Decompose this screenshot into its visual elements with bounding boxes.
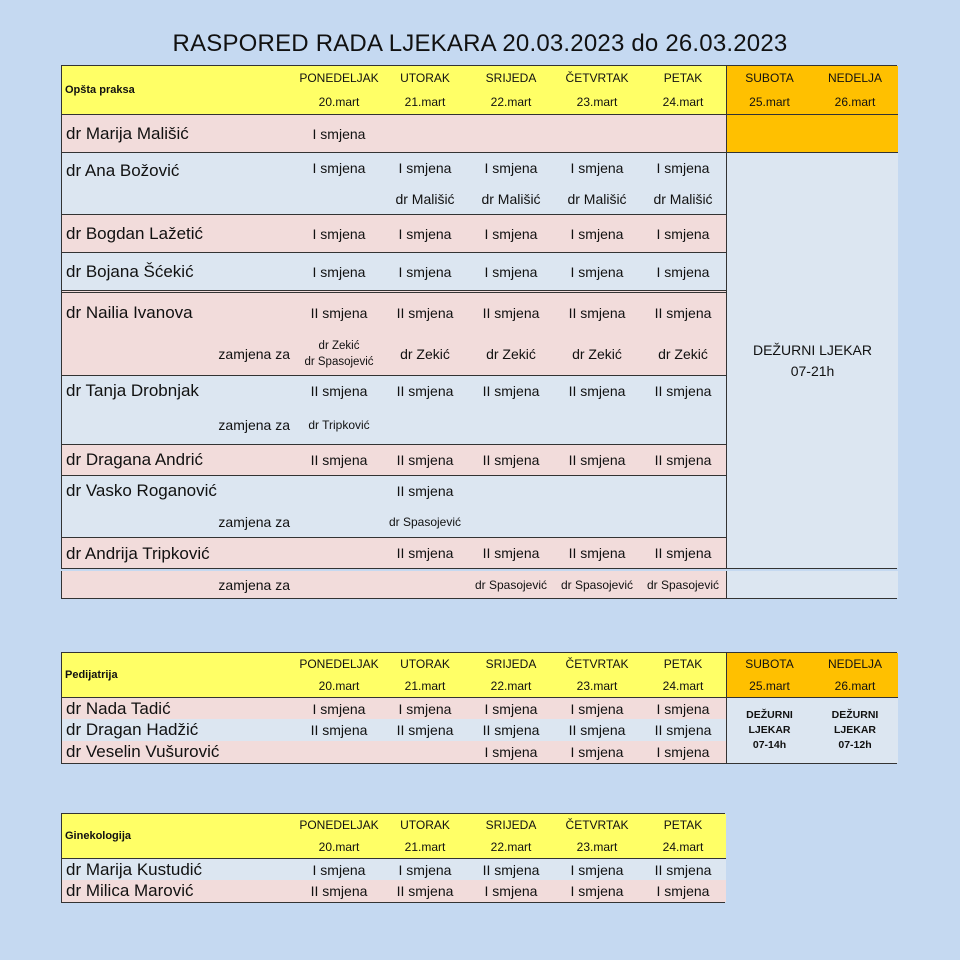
shift-cell: I smjena <box>382 214 468 252</box>
shift-cell: I smjena <box>382 858 468 880</box>
saturday-duty <box>726 697 812 763</box>
day-header-mon: PONEDELJAK <box>296 814 382 836</box>
shift-cell: I smjena <box>296 152 382 183</box>
doctor-name: dr Ana Božović <box>62 152 296 214</box>
shift-cell: II smjena <box>468 375 554 406</box>
opsta-praksa-table-tail <box>61 571 897 599</box>
shift-cell: I smjena <box>640 697 726 719</box>
day-header-mon: PONEDELJAK <box>296 653 382 675</box>
shift-cell: I smjena <box>296 697 382 719</box>
date-wed: 22.mart <box>468 90 554 114</box>
day-header-tue: UTORAK <box>382 814 468 836</box>
date-sun: 26.mart <box>812 90 898 114</box>
doctor-name: dr Marija Kustudić <box>62 858 296 880</box>
duty-hours: 07-21h <box>790 362 835 379</box>
day-header-wed: SRIJEDA <box>468 814 554 836</box>
empty-cell <box>382 741 468 763</box>
date-wed: 22.mart <box>468 836 554 858</box>
day-header-thu: ČETVRTAK <box>554 66 640 90</box>
shift-cell: I smjena <box>296 252 382 290</box>
doctor-name: dr Vasko Roganović <box>62 475 296 506</box>
shift-cell: II smjena <box>296 444 382 475</box>
shift-cell: I smjena <box>468 252 554 290</box>
duty-label: LJEKAR <box>833 724 876 736</box>
day-header-tue: UTORAK <box>382 653 468 675</box>
shift-cell: I smjena <box>382 252 468 290</box>
section-title: Opšta praksa <box>62 66 296 114</box>
sub-cell: dr Spasojević <box>640 571 726 598</box>
shift-cell: I smjena <box>554 252 640 290</box>
shift-cell: I smjena <box>554 880 640 902</box>
date-mon: 20.mart <box>296 90 382 114</box>
shift-cell: II smjena <box>468 719 554 741</box>
sub-cell: dr Zekić <box>382 333 468 375</box>
shift-cell: I smjena <box>554 858 640 880</box>
shift-cell: I smjena <box>296 214 382 252</box>
date-wed: 22.mart <box>468 675 554 697</box>
day-header-mon: PONEDELJAK <box>296 66 382 90</box>
duty-label: LJEKAR <box>748 724 791 736</box>
sub-cell: dr Spasojević <box>468 571 554 598</box>
doctor-name: dr Nada Tadić <box>62 697 296 719</box>
shift-cell: I smjena <box>296 858 382 880</box>
sub-line: dr Spasojević <box>304 356 374 368</box>
day-header-thu: ČETVRTAK <box>554 653 640 675</box>
doctor-name: dr Tanja Drobnjak <box>62 375 296 406</box>
duty-doctor-block-tail <box>726 571 898 598</box>
shift-cell: II smjena <box>640 444 726 475</box>
day-header-tue: UTORAK <box>382 66 468 90</box>
sub-cell <box>296 333 382 375</box>
duty-hours: 07-14h <box>752 739 787 751</box>
day-header-sun: NEDELJA <box>812 66 898 90</box>
date-fri: 24.mart <box>640 90 726 114</box>
shift-cell: II smjena <box>640 719 726 741</box>
shift-cell: II smjena <box>640 858 726 880</box>
shift-cell: I smjena <box>554 152 640 183</box>
shift-cell: I smjena <box>468 152 554 183</box>
empty-cell <box>468 475 726 506</box>
empty-cell <box>382 406 726 444</box>
shift-cell: II smjena <box>382 537 468 568</box>
doctor-name: dr Marija Mališić <box>62 114 296 152</box>
date-sat: 25.mart <box>726 90 812 114</box>
date-tue: 21.mart <box>382 836 468 858</box>
shift-cell: II smjena <box>640 290 726 333</box>
duty-hours: 07-12h <box>838 739 872 751</box>
section-title: Ginekologija <box>62 814 296 858</box>
day-header-fri: PETAK <box>640 66 726 90</box>
shift-cell: II smjena <box>382 444 468 475</box>
shift-cell: I smjena <box>468 214 554 252</box>
empty-cell <box>382 114 726 152</box>
shift-cell: II smjena <box>468 858 554 880</box>
date-thu: 23.mart <box>554 836 640 858</box>
shift-cell: II smjena <box>554 537 640 568</box>
shift-cell: II smjena <box>382 290 468 333</box>
empty-cell <box>296 741 382 763</box>
day-header-sat: SUBOTA <box>726 66 812 90</box>
doctor-name: dr Andrija Tripković <box>62 537 296 568</box>
sub-cell: dr Mališić <box>468 183 554 214</box>
replacement-label: zamjena za <box>62 571 296 598</box>
shift-cell: II smjena <box>468 537 554 568</box>
date-sun: 26.mart <box>812 675 898 697</box>
sub-cell: dr Zekić <box>468 333 554 375</box>
empty-cell <box>382 571 468 598</box>
day-header-sat: SUBOTA <box>726 653 812 675</box>
sub-cell: dr Spasojević <box>554 571 640 598</box>
shift-cell: II smjena <box>554 290 640 333</box>
date-thu: 23.mart <box>554 90 640 114</box>
doctor-name: dr Dragana Andrić <box>62 444 296 475</box>
date-mon: 20.mart <box>296 675 382 697</box>
sunday-duty <box>812 697 898 763</box>
shift-cell: I smjena <box>640 880 726 902</box>
shift-cell: II smjena <box>554 444 640 475</box>
shift-cell: I smjena <box>382 152 468 183</box>
sub-line: dr Zekić <box>318 340 360 352</box>
shift-cell: I smjena <box>554 697 640 719</box>
shift-cell: I smjena <box>468 697 554 719</box>
shift-cell: I smjena <box>640 214 726 252</box>
sub-cell <box>296 183 382 214</box>
day-header-thu: ČETVRTAK <box>554 814 640 836</box>
doctor-name: dr Veselin Vušurović <box>62 741 296 763</box>
shift-cell: I smjena <box>640 252 726 290</box>
date-tue: 21.mart <box>382 90 468 114</box>
pedijatrija-table <box>61 652 897 764</box>
sub-cell: dr Zekić <box>554 333 640 375</box>
day-header-fri: PETAK <box>640 653 726 675</box>
opsta-praksa-table <box>61 65 897 569</box>
day-header-wed: SRIJEDA <box>468 653 554 675</box>
replacement-label: zamjena za <box>62 506 296 537</box>
shift-cell: II smjena <box>382 475 468 506</box>
day-header-sun: NEDELJA <box>812 653 898 675</box>
duty-label: DEŽURNI <box>746 709 793 721</box>
sub-cell: dr Mališić <box>640 183 726 214</box>
date-mon: 20.mart <box>296 836 382 858</box>
replacement-label: zamjena za <box>62 406 296 444</box>
shift-cell: II smjena <box>296 880 382 902</box>
day-header-fri: PETAK <box>640 814 726 836</box>
duty-label: DEŽURNI <box>831 709 879 721</box>
section-title: Pedijatrija <box>62 653 296 697</box>
empty-cell <box>296 537 382 568</box>
shift-cell: I smjena <box>554 214 640 252</box>
doctor-name: dr Bojana Šćekić <box>62 252 296 290</box>
empty-cell <box>296 571 382 598</box>
weekend-block <box>726 114 898 152</box>
shift-cell: I smjena <box>640 152 726 183</box>
shift-cell: II smjena <box>296 719 382 741</box>
shift-cell: I smjena <box>640 741 726 763</box>
shift-cell: II smjena <box>382 880 468 902</box>
shift-cell: II smjena <box>554 719 640 741</box>
sub-cell: dr Mališić <box>554 183 640 214</box>
date-sat: 25.mart <box>726 675 812 697</box>
duty-doctor-block <box>726 152 898 568</box>
empty-cell <box>296 506 382 537</box>
shift-cell: II smjena <box>382 719 468 741</box>
shift-cell: II smjena <box>640 537 726 568</box>
shift-cell: I smjena <box>296 114 382 152</box>
shift-cell: II smjena <box>640 375 726 406</box>
date-tue: 21.mart <box>382 675 468 697</box>
shift-cell: II smjena <box>468 444 554 475</box>
sub-cell: dr Tripković <box>296 406 382 444</box>
ginekologija-table <box>61 813 725 903</box>
shift-cell: I smjena <box>382 697 468 719</box>
date-thu: 23.mart <box>554 675 640 697</box>
page-title: RASPORED RADA LJEKARA 20.03.2023 do 26.03.2023 <box>172 30 788 57</box>
shift-cell: I smjena <box>554 741 640 763</box>
doctor-name: dr Bogdan Lažetić <box>62 214 296 252</box>
shift-cell: II smjena <box>468 290 554 333</box>
sub-cell: dr Zekić <box>640 333 726 375</box>
empty-cell <box>468 506 726 537</box>
shift-cell: I smjena <box>468 741 554 763</box>
duty-label: DEŽURNI LJEKAR <box>752 341 873 358</box>
sub-cell: dr Spasojević <box>382 506 468 537</box>
sub-cell: dr Mališić <box>382 183 468 214</box>
shift-cell: II smjena <box>554 375 640 406</box>
shift-cell: II smjena <box>382 375 468 406</box>
date-fri: 24.mart <box>640 675 726 697</box>
shift-cell: II smjena <box>296 375 382 406</box>
shift-cell: I smjena <box>468 880 554 902</box>
day-header-wed: SRIJEDA <box>468 66 554 90</box>
shift-cell: II smjena <box>296 290 382 333</box>
replacement-label: zamjena za <box>62 333 296 375</box>
date-fri: 24.mart <box>640 836 726 858</box>
doctor-name: dr Dragan Hadžić <box>62 719 296 741</box>
doctor-name: dr Nailia Ivanova <box>62 290 296 333</box>
empty-cell <box>296 475 382 506</box>
doctor-name: dr Milica Marović <box>62 880 296 902</box>
